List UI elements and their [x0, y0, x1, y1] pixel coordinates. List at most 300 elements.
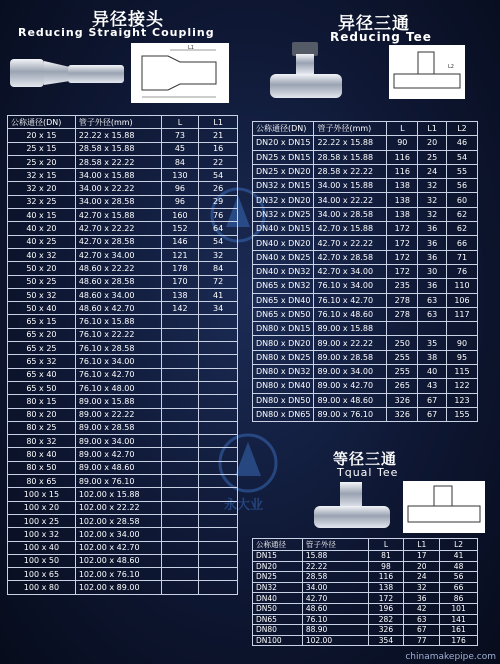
- table-cell: 102.00 x 15.88: [75, 488, 161, 501]
- table-cell: 50 x 20: [8, 262, 76, 275]
- table-cell: 42.70 x 34.00: [314, 264, 387, 278]
- table-cell: 76.10 x 28.58: [75, 342, 161, 355]
- table-row: [8, 235, 238, 248]
- table-row: [8, 182, 238, 195]
- column-header: 管子外径: [302, 539, 368, 551]
- table-cell: 62: [446, 222, 477, 236]
- table-cell: 100 x 20: [8, 501, 76, 514]
- table-cell: 36: [404, 593, 440, 604]
- table-cell: 36: [418, 222, 447, 236]
- table-cell: DN32: [253, 582, 303, 593]
- equal-tee-title-en: Tqual Tee: [337, 466, 399, 479]
- table-cell: 176: [440, 635, 478, 646]
- table-row: [253, 293, 478, 307]
- table-cell: 36: [418, 250, 447, 264]
- table-cell: 54: [199, 235, 238, 248]
- table-cell: 76: [446, 264, 477, 278]
- table-row: [8, 248, 238, 261]
- table-cell: 89.00 x 15.88: [314, 322, 387, 336]
- table-cell: DN80 x DN40: [253, 379, 314, 393]
- table-cell: 90: [387, 136, 418, 150]
- column-header: L: [161, 116, 199, 129]
- table-cell: 80 x 65: [8, 475, 76, 488]
- table-row: [253, 365, 478, 379]
- table-cell: 102.00 x 28.58: [75, 514, 161, 527]
- table-cell: 138: [387, 207, 418, 221]
- table-row: [253, 307, 478, 321]
- table-row: [8, 195, 238, 208]
- table-cell: 34: [199, 302, 238, 315]
- table-cell: 89.00 x 34.00: [314, 365, 387, 379]
- table-cell: 50 x 32: [8, 288, 76, 301]
- table-cell: 102.00 x 48.60: [75, 554, 161, 567]
- table-row: [253, 264, 478, 278]
- table-cell: 76.10 x 48.60: [314, 307, 387, 321]
- table-cell: [199, 368, 238, 381]
- table-cell: 34.00 x 28.58: [314, 207, 387, 221]
- table-cell: [161, 368, 199, 381]
- table-cell: 89.00 x 42.70: [75, 448, 161, 461]
- table-cell: 30: [418, 264, 447, 278]
- table-cell: 40 x 25: [8, 235, 76, 248]
- table-cell: 265: [387, 379, 418, 393]
- table-cell: 255: [387, 365, 418, 379]
- table-cell: 106: [446, 293, 477, 307]
- table-cell: 155: [446, 407, 477, 421]
- table-cell: DN80 x DN32: [253, 365, 314, 379]
- table-cell: 42.70 x 34.00: [75, 248, 161, 261]
- table-cell: [161, 328, 199, 341]
- table-row: [253, 193, 478, 207]
- table-cell: 32: [418, 207, 447, 221]
- table-row: [8, 209, 238, 222]
- table-cell: 250: [387, 336, 418, 350]
- table-cell: 116: [387, 164, 418, 178]
- table-cell: 354: [368, 635, 404, 646]
- table-cell: [161, 488, 199, 501]
- table-cell: 172: [368, 593, 404, 604]
- table-row: [8, 262, 238, 275]
- column-header: L: [368, 539, 404, 551]
- table-cell: DN50: [253, 603, 303, 614]
- table-cell: 50 x 25: [8, 275, 76, 288]
- table-cell: 89.00 x 15.88: [75, 395, 161, 408]
- table-cell: 100 x 65: [8, 568, 76, 581]
- watermark-text: 永大业: [224, 498, 264, 513]
- table-row: [8, 421, 238, 434]
- table-cell: 16: [199, 142, 238, 155]
- table-row: [253, 393, 478, 407]
- coupling-title-en: Reducing Straight Coupling: [18, 26, 215, 39]
- table-cell: 102.00 x 42.70: [75, 541, 161, 554]
- table-cell: 48.60 x 34.00: [75, 288, 161, 301]
- table-cell: 130: [161, 169, 199, 182]
- table-cell: 80 x 32: [8, 435, 76, 448]
- reducing-tee-table-header: [253, 122, 478, 136]
- table-cell: [199, 342, 238, 355]
- table-cell: 48.60 x 22.22: [75, 262, 161, 275]
- table-row: [253, 222, 478, 236]
- table-cell: 73: [161, 129, 199, 142]
- table-cell: 76: [199, 209, 238, 222]
- table-cell: 32: [199, 248, 238, 261]
- table-row: [253, 379, 478, 393]
- table-row: [253, 322, 478, 336]
- table-cell: 138: [368, 582, 404, 593]
- table-row: [8, 408, 238, 421]
- table-cell: 24: [418, 164, 447, 178]
- column-header: 公称通径(DN): [253, 122, 314, 136]
- table-cell: 25: [418, 150, 447, 164]
- table-cell: 66: [446, 236, 477, 250]
- table-cell: 48.60 x 42.70: [75, 302, 161, 315]
- table-row: [8, 501, 238, 514]
- table-cell: 20: [418, 136, 447, 150]
- table-row: [253, 572, 478, 583]
- table-cell: DN40 x DN32: [253, 264, 314, 278]
- table-cell: [418, 322, 447, 336]
- table-cell: 116: [368, 572, 404, 583]
- table-cell: 89.00 x 48.60: [314, 393, 387, 407]
- reducing-tee-table: [252, 121, 478, 422]
- coupling-table-body: [8, 129, 238, 594]
- table-cell: 32: [404, 582, 440, 593]
- table-cell: 89.00 x 76.10: [75, 475, 161, 488]
- table-cell: [199, 475, 238, 488]
- table-cell: 54: [446, 150, 477, 164]
- table-row: [253, 614, 478, 625]
- table-cell: 20 x 15: [8, 129, 76, 142]
- table-cell: 34.00 x 22.22: [75, 182, 161, 195]
- table-cell: 80 x 40: [8, 448, 76, 461]
- equal-tee-title-cn: 等径三通: [333, 450, 398, 468]
- table-cell: DN25: [253, 572, 303, 583]
- equal-tee-drawing: [402, 480, 486, 534]
- table-cell: [387, 322, 418, 336]
- table-cell: 43: [418, 379, 447, 393]
- table-cell: 42.70 x 15.88: [75, 209, 161, 222]
- table-cell: 100 x 80: [8, 581, 76, 594]
- column-header: L2: [440, 539, 478, 551]
- table-cell: 102.00: [302, 635, 368, 646]
- table-cell: 123: [446, 393, 477, 407]
- table-row: [8, 328, 238, 341]
- table-cell: 65 x 40: [8, 368, 76, 381]
- table-cell: 110: [446, 279, 477, 293]
- table-cell: 76.10 x 42.70: [75, 368, 161, 381]
- table-row: [253, 603, 478, 614]
- table-cell: 32 x 15: [8, 169, 76, 182]
- table-row: [8, 315, 238, 328]
- table-cell: [199, 435, 238, 448]
- coupling-table: [7, 115, 238, 595]
- table-cell: [199, 501, 238, 514]
- table-cell: 34.00: [302, 582, 368, 593]
- table-cell: [199, 315, 238, 328]
- equal-tee-photo: [312, 480, 394, 536]
- table-cell: 55: [446, 164, 477, 178]
- table-row: [8, 129, 238, 142]
- table-row: [8, 448, 238, 461]
- table-cell: DN80 x DN15: [253, 322, 314, 336]
- table-cell: DN40 x DN15: [253, 222, 314, 236]
- column-header: 公称通径: [253, 539, 303, 551]
- table-row: [8, 568, 238, 581]
- table-cell: DN65: [253, 614, 303, 625]
- table-cell: [161, 315, 199, 328]
- table-row: [8, 435, 238, 448]
- table-cell: 76.10 x 15.88: [75, 315, 161, 328]
- table-row: [8, 528, 238, 541]
- table-cell: [199, 581, 238, 594]
- column-header: 管子外径(mm): [314, 122, 387, 136]
- table-row: [8, 155, 238, 168]
- table-cell: DN32 x DN15: [253, 179, 314, 193]
- table-cell: [161, 541, 199, 554]
- table-row: [253, 179, 478, 193]
- table-cell: 71: [446, 250, 477, 264]
- table-cell: [161, 435, 199, 448]
- table-cell: 28.58 x 15.88: [75, 142, 161, 155]
- table-cell: [161, 381, 199, 394]
- table-cell: 100 x 15: [8, 488, 76, 501]
- table-cell: [161, 421, 199, 434]
- table-cell: DN40: [253, 593, 303, 604]
- table-cell: 76.10: [302, 614, 368, 625]
- table-row: [8, 514, 238, 527]
- table-cell: [161, 581, 199, 594]
- table-cell: 25 x 20: [8, 155, 76, 168]
- table-cell: DN65 x DN40: [253, 293, 314, 307]
- table-cell: 40: [418, 365, 447, 379]
- reducing-tee-table-body: [253, 136, 478, 422]
- table-row: [253, 407, 478, 421]
- table-row: [253, 336, 478, 350]
- table-cell: [199, 448, 238, 461]
- table-cell: 89.00 x 28.58: [75, 421, 161, 434]
- table-cell: 88.90: [302, 625, 368, 636]
- table-row: [8, 554, 238, 567]
- table-cell: 102.00 x 34.00: [75, 528, 161, 541]
- table-cell: DN65 x DN32: [253, 279, 314, 293]
- table-cell: 116: [387, 150, 418, 164]
- table-cell: 48.60: [302, 603, 368, 614]
- table-cell: 172: [387, 264, 418, 278]
- table-row: [253, 593, 478, 604]
- table-cell: 45: [161, 142, 199, 155]
- table-cell: [161, 395, 199, 408]
- table-cell: 34.00 x 15.88: [75, 169, 161, 182]
- table-cell: [161, 448, 199, 461]
- table-row: [253, 207, 478, 221]
- table-cell: 86: [440, 593, 478, 604]
- table-row: [8, 142, 238, 155]
- table-cell: 25 x 15: [8, 142, 76, 155]
- table-cell: 72: [199, 275, 238, 288]
- table-cell: 102.00 x 22.22: [75, 501, 161, 514]
- table-cell: [161, 342, 199, 355]
- table-cell: 170: [161, 275, 199, 288]
- reducing-tee-photo: [268, 40, 346, 110]
- column-header: L1: [418, 122, 447, 136]
- table-row: [8, 222, 238, 235]
- table-cell: 34.00 x 28.58: [75, 195, 161, 208]
- column-header: L1: [199, 116, 238, 129]
- table-cell: [199, 328, 238, 341]
- table-cell: 80 x 15: [8, 395, 76, 408]
- table-cell: 121: [161, 248, 199, 261]
- table-cell: 56: [440, 572, 478, 583]
- table-cell: 65 x 25: [8, 342, 76, 355]
- table-cell: 138: [387, 179, 418, 193]
- table-cell: [199, 528, 238, 541]
- table-cell: 64: [199, 222, 238, 235]
- table-cell: 48: [440, 561, 478, 572]
- table-row: [8, 461, 238, 474]
- svg-text:L2: L2: [448, 64, 454, 70]
- table-cell: [161, 514, 199, 527]
- table-cell: 138: [161, 288, 199, 301]
- table-cell: 96: [161, 195, 199, 208]
- table-cell: 81: [368, 551, 404, 562]
- table-cell: 34.00 x 22.22: [314, 193, 387, 207]
- table-cell: 102.00 x 89.00: [75, 581, 161, 594]
- table-row: [8, 395, 238, 408]
- table-cell: 28.58 x 22.22: [75, 155, 161, 168]
- table-cell: 76.10 x 34.00: [314, 279, 387, 293]
- table-cell: 36: [418, 236, 447, 250]
- table-cell: 20: [404, 561, 440, 572]
- table-cell: 89.00 x 34.00: [75, 435, 161, 448]
- table-cell: 42.70: [302, 593, 368, 604]
- column-header: 管子外径(mm): [75, 116, 161, 129]
- equal-tee-table-body: [253, 551, 478, 646]
- table-cell: [161, 528, 199, 541]
- table-cell: [199, 355, 238, 368]
- table-cell: 77: [404, 635, 440, 646]
- table-cell: 65 x 15: [8, 315, 76, 328]
- table-cell: 255: [387, 350, 418, 364]
- table-cell: 80 x 20: [8, 408, 76, 421]
- footer-url: chinamakepipe.com: [405, 652, 496, 662]
- table-row: [253, 150, 478, 164]
- svg-text:L1: L1: [188, 45, 194, 51]
- table-cell: [161, 475, 199, 488]
- table-cell: 196: [368, 603, 404, 614]
- table-row: [8, 488, 238, 501]
- table-cell: DN32 x DN20: [253, 193, 314, 207]
- table-cell: 32: [418, 193, 447, 207]
- table-cell: 326: [387, 393, 418, 407]
- table-row: [253, 279, 478, 293]
- table-cell: 278: [387, 307, 418, 321]
- table-cell: DN32 x DN25: [253, 207, 314, 221]
- table-cell: [199, 381, 238, 394]
- table-cell: 22.22 x 15.88: [314, 136, 387, 150]
- table-cell: 76.10 x 48.00: [75, 381, 161, 394]
- table-cell: 36: [418, 279, 447, 293]
- table-cell: 67: [418, 393, 447, 407]
- equal-tee-table-header: [253, 539, 478, 551]
- table-cell: 117: [446, 307, 477, 321]
- table-cell: 98: [368, 561, 404, 572]
- table-cell: 76.10 x 34.00: [75, 355, 161, 368]
- table-cell: 102.00 x 76.10: [75, 568, 161, 581]
- table-cell: 21: [199, 129, 238, 142]
- table-cell: [446, 322, 477, 336]
- coupling-title-cn: 异径接头: [92, 10, 164, 30]
- table-cell: 22.22: [302, 561, 368, 572]
- table-cell: [199, 541, 238, 554]
- table-cell: 63: [404, 614, 440, 625]
- table-cell: 17: [404, 551, 440, 562]
- table-cell: DN80 x DN50: [253, 393, 314, 407]
- column-header: 公称通径(DN): [8, 116, 76, 129]
- table-cell: 89.00 x 76.10: [314, 407, 387, 421]
- table-cell: 42.70 x 28.58: [314, 250, 387, 264]
- table-cell: DN15: [253, 551, 303, 562]
- table-cell: 95: [446, 350, 477, 364]
- reducing-tee-title-en: Reducing Tee: [330, 30, 432, 44]
- column-header: L: [387, 122, 418, 136]
- table-cell: 63: [418, 293, 447, 307]
- table-cell: 65 x 20: [8, 328, 76, 341]
- table-cell: 67: [404, 625, 440, 636]
- table-row: [8, 302, 238, 315]
- table-cell: 326: [387, 407, 418, 421]
- table-cell: 28.58 x 15.88: [314, 150, 387, 164]
- table-cell: 42: [404, 603, 440, 614]
- table-row: [253, 625, 478, 636]
- table-cell: 38: [418, 350, 447, 364]
- table-cell: 42.70 x 22.22: [75, 222, 161, 235]
- table-cell: 50 x 40: [8, 302, 76, 315]
- table-cell: 65 x 32: [8, 355, 76, 368]
- table-cell: 89.00 x 22.22: [75, 408, 161, 421]
- table-cell: 115: [446, 365, 477, 379]
- table-cell: 35: [418, 336, 447, 350]
- table-cell: 22: [199, 155, 238, 168]
- table-cell: DN80 x DN20: [253, 336, 314, 350]
- table-cell: 141: [440, 614, 478, 625]
- table-cell: 41: [440, 551, 478, 562]
- table-row: [253, 236, 478, 250]
- coupling-table-header: [8, 116, 238, 129]
- table-cell: DN80 x DN25: [253, 350, 314, 364]
- table-cell: 42.70 x 15.88: [314, 222, 387, 236]
- table-cell: [199, 514, 238, 527]
- table-cell: 76.10 x 22.22: [75, 328, 161, 341]
- equal-tee-table: [252, 538, 478, 646]
- table-cell: [161, 355, 199, 368]
- table-row: [8, 581, 238, 594]
- table-cell: 32 x 25: [8, 195, 76, 208]
- table-cell: 42.70 x 28.58: [75, 235, 161, 248]
- table-row: [8, 475, 238, 488]
- table-cell: 100 x 32: [8, 528, 76, 541]
- table-cell: [161, 554, 199, 567]
- table-cell: 172: [387, 250, 418, 264]
- table-row: [253, 551, 478, 562]
- table-row: [253, 250, 478, 264]
- table-cell: 41: [199, 288, 238, 301]
- table-cell: 40 x 15: [8, 209, 76, 222]
- reducing-tee-drawing: [388, 44, 466, 100]
- table-row: [253, 561, 478, 572]
- table-cell: [161, 461, 199, 474]
- table-cell: DN40 x DN25: [253, 250, 314, 264]
- table-row: [253, 136, 478, 150]
